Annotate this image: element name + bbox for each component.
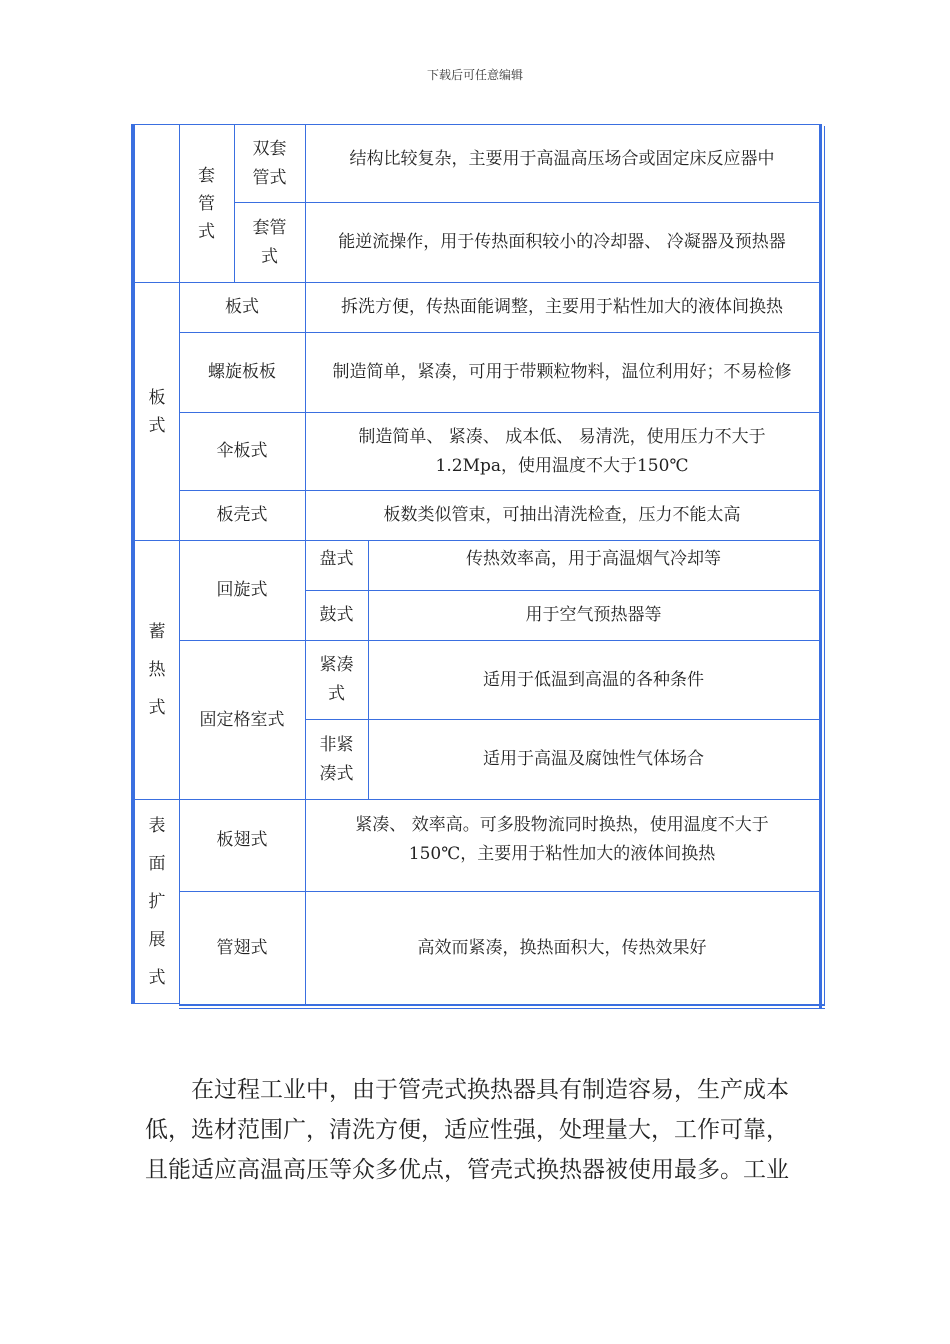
desc-text: 结构比较复杂，主要用于高温高压场合或固定床反应器中: [349, 149, 775, 169]
desc-cell: [305, 491, 820, 541]
table-frame-right: [819, 124, 822, 1008]
type-label: 双套管式: [252, 138, 287, 188]
type-label: 套管式: [252, 217, 287, 267]
type-cell: [179, 541, 306, 641]
desc-cell: [368, 720, 820, 800]
category-cell: [134, 283, 180, 541]
desc-text: 适用于高温及腐蚀性气体场合: [483, 749, 704, 769]
category-label: 表面扩展式: [148, 815, 166, 988]
desc-cell: [305, 124, 820, 203]
paragraph-line: 低，选材范围广，清洗方便，适应性强，处理量大，工作可靠，: [145, 1117, 789, 1143]
subtype-label: 紧凑式: [319, 655, 354, 704]
type-label: 固定格室式: [199, 709, 285, 730]
type-cell: [234, 203, 306, 283]
type-cell: [179, 413, 306, 491]
type-cell: [179, 800, 306, 892]
type-label: 螺旋板板: [208, 362, 276, 382]
desc-cell: [305, 283, 820, 333]
desc-text: 适用于低温到高温的各种条件: [483, 669, 704, 690]
subtype-cell: [305, 641, 369, 720]
type-cell: [179, 491, 306, 541]
desc-text: 高效而紧凑，换热面积大，传热效果好: [417, 937, 707, 958]
subtype-cell: [305, 591, 369, 641]
subcategory-cell: [179, 124, 235, 283]
desc-cell: [305, 892, 820, 1004]
type-cell: [179, 333, 306, 413]
type-label: 管翅式: [216, 937, 268, 958]
type-label: 回旋式: [216, 580, 268, 600]
desc-text: 板数类似管束，可抽出清洗检查，压力不能太高: [383, 505, 741, 525]
table-frame-right-outer: [824, 126, 825, 1006]
paragraph-line: 且能适应高温高压等众多优点，管壳式换热器被使用最多。工业: [145, 1157, 789, 1183]
type-cell: [234, 124, 306, 203]
desc-text: 能逆流操作，用于传热面积较小的冷却器、 冷凝器及预热器: [338, 232, 786, 252]
subtype-label: 盘式: [319, 549, 354, 569]
desc-cell: [305, 800, 820, 892]
type-cell: [179, 641, 306, 800]
subtype-label: 非紧凑式: [319, 734, 354, 784]
category-cell-empty: [134, 124, 180, 283]
subtype-label: 鼓式: [319, 605, 354, 625]
desc-text: 制造简单、 紧凑、 成本低、 易清洗，使用压力不大于1.2Mpa，使用温度不大于150℃: [358, 426, 766, 476]
desc-cell: [368, 541, 820, 591]
table-frame-bottom: [179, 1004, 825, 1006]
category-label: 蓄热式: [148, 622, 166, 718]
subtype-cell: [305, 720, 369, 800]
type-label: 板式: [225, 297, 259, 317]
desc-text: 制造简单，紧凑，可用于带颗粒物料，温位利用好；不易检修: [332, 362, 792, 382]
desc-cell: [305, 333, 820, 413]
desc-cell: [368, 591, 820, 641]
desc-text: 紧凑、 效率高。可多股物流同时换热，使用温度不大于150℃，主要用于粘性加大的液体间换热: [355, 815, 769, 864]
subtype-cell: [305, 541, 369, 591]
type-label: 伞板式: [216, 441, 268, 461]
table-frame-bottom-outer: [179, 1008, 825, 1009]
desc-cell: [305, 413, 820, 491]
desc-text: 传热效率高，用于高温烟气冷却等: [466, 549, 721, 569]
type-cell: [179, 283, 306, 333]
subcategory-label: 套管式: [198, 165, 215, 242]
paragraph-line: 在过程工业中，由于管壳式换热器具有制造容易，生产成本: [191, 1077, 789, 1103]
type-label: 板壳式: [216, 505, 268, 525]
desc-cell: [368, 641, 820, 720]
table-frame-left: [131, 124, 134, 1004]
desc-text: 拆洗方便，传热面能调整，主要用于粘性加大的液体间换热: [341, 297, 783, 317]
category-cell: [134, 800, 180, 1004]
type-cell: [179, 892, 306, 1004]
desc-text: 用于空气预热器等: [525, 605, 662, 625]
category-label: 板式: [148, 387, 166, 436]
page-header: 下载后可任意编辑: [426, 68, 523, 82]
desc-cell: [305, 203, 820, 283]
body-paragraph: [145, 1070, 805, 1190]
category-cell: [134, 541, 180, 800]
type-label: 板翅式: [216, 830, 268, 850]
